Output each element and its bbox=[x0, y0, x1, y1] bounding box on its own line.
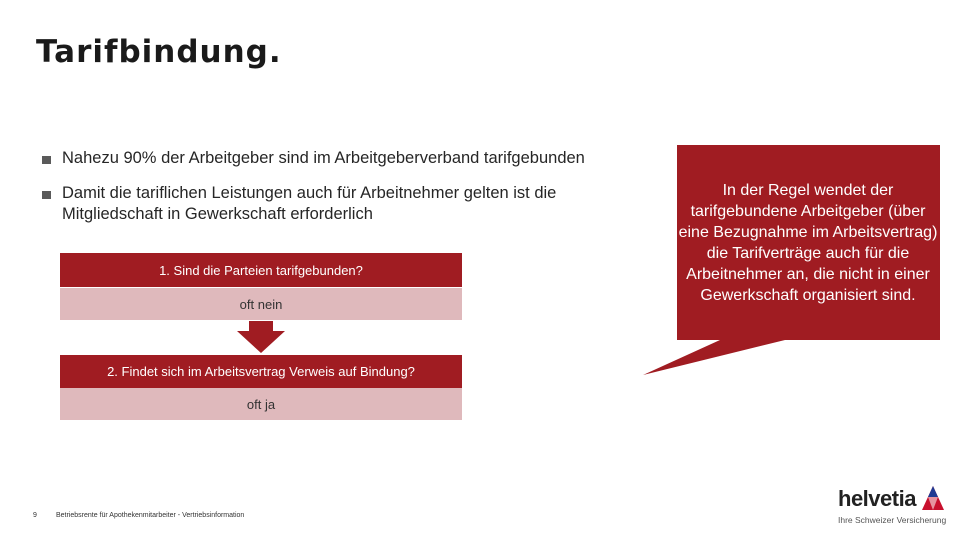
slide-title: Tarifbindung. bbox=[36, 34, 282, 70]
flow-answer-2: oft ja bbox=[60, 388, 462, 420]
footer-text: Betriebsrente für Apothekenmitarbeiter - Vertriebsinformation bbox=[56, 512, 245, 519]
page-number: 9 bbox=[33, 512, 37, 519]
bullet-item bbox=[40, 183, 650, 225]
bullet-square-icon bbox=[42, 191, 51, 199]
bullet-text: Nahezu 90% der Arbeitgeber sind im Arbeitgeberverband tarifgebunden bbox=[62, 149, 585, 167]
callout-text: In der Regel wendet der tarifgebundene Arbeitgeber (über eine Bezugnahme im Arbeitsvertrag) die Tarifverträge auch für die Arbeitnehmer an, die nicht in einer Gewerkschaft organisiert sind. bbox=[678, 182, 938, 304]
bullet-text: Damit die tariflichen Leistungen auch für Arbeitnehmer gelten ist die Mitgliedschaft in Gewerkschaft erforderlich bbox=[62, 184, 557, 223]
flow-question-1: 1. Sind die Parteien tarifgebunden? bbox=[60, 253, 462, 287]
bullet-square-icon bbox=[42, 156, 51, 164]
flow-answer-1: oft nein bbox=[60, 288, 462, 320]
down-arrow-icon bbox=[237, 321, 285, 353]
logo-wordmark: helvetia bbox=[838, 486, 916, 511]
bullet-list bbox=[40, 148, 650, 239]
logo-tagline: Ihre Schweizer Versicherung bbox=[838, 515, 947, 525]
logo-triangle-icon bbox=[922, 486, 944, 512]
bullet-item bbox=[40, 148, 650, 169]
flow-question-2: 2. Findet sich im Arbeitsvertrag Verweis auf Bindung? bbox=[60, 355, 462, 388]
